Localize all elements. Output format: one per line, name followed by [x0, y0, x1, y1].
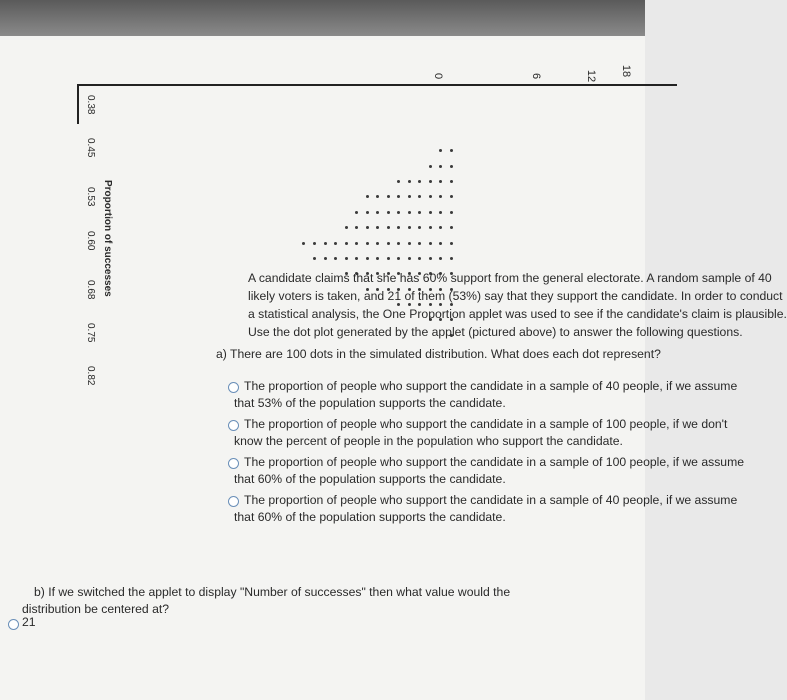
plot-dot [429, 211, 432, 214]
x-tick-label: 0.82 [85, 366, 96, 386]
plot-dot [387, 211, 390, 214]
plot-dot [429, 180, 432, 183]
plot-dot [355, 211, 358, 214]
y-tick-label: 6 [530, 72, 543, 80]
plot-dot [313, 242, 316, 245]
option-text-line: that 60% of the population supports the candidate. [234, 472, 506, 486]
y-tick-label: 18 [620, 64, 633, 78]
plot-dot [313, 257, 316, 260]
count-axis-line [77, 84, 79, 124]
part-a-question: a) There are 100 dots in the simulated distribution. What does each dot represent? [216, 347, 661, 361]
intro-text-line: likely voters is taken, and 21 of them (53%) say that they support the candidate. In order to conduct [248, 289, 783, 303]
plot-dot [345, 242, 348, 245]
plot-dot [397, 242, 400, 245]
plot-dot [408, 242, 411, 245]
plot-dot [450, 242, 453, 245]
plot-dot [450, 180, 453, 183]
plot-dot [450, 165, 453, 168]
plot-dot [334, 257, 337, 260]
plot-dot [366, 257, 369, 260]
option-radio-1[interactable] [228, 382, 239, 393]
part-b-question-line: b) If we switched the applet to display "Number of successes" then what value would the [34, 585, 511, 599]
option-radio-4[interactable] [228, 496, 239, 507]
plot-dot [429, 257, 432, 260]
plot-dot [324, 257, 327, 260]
plot-dot [387, 242, 390, 245]
option-radio-3[interactable] [228, 458, 239, 469]
option-b1-radio[interactable] [8, 619, 19, 630]
plot-dot [366, 226, 369, 229]
plot-dot [324, 242, 327, 245]
plot-dot [355, 242, 358, 245]
option-text-line: The proportion of people who support the candidate in a sample of 40 people, if we assume [244, 379, 738, 393]
plot-dot [429, 226, 432, 229]
plot-dot [334, 242, 337, 245]
x-tick-label: 0.75 [85, 322, 96, 343]
x-tick-label: 0.38 [85, 95, 96, 115]
plot-dot [387, 226, 390, 229]
plot-dot [345, 226, 348, 229]
x-axis-title: Proportion of successes [102, 180, 113, 297]
plot-dot [450, 211, 453, 214]
option-text-line: The proportion of people who support the candidate in a sample of 40 people, if we assume [244, 493, 738, 507]
x-tick-label: 0.53 [85, 187, 96, 207]
plot-dot [450, 257, 453, 260]
plot-dot [376, 242, 379, 245]
plot-dot [429, 165, 432, 168]
part-b-question-line: distribution be centered at? [22, 602, 170, 616]
plot-dot [366, 242, 369, 245]
plot-dot [345, 257, 348, 260]
intro-text-line: A candidate claims that she has 60% support from the general electorate. A random sample of 40 [248, 271, 772, 285]
plot-dot [387, 257, 390, 260]
y-tick-label: 12 [585, 69, 598, 83]
plot-dot [408, 257, 411, 260]
count-axis-top-line [77, 84, 677, 86]
intro-text-line: a statistical analysis, the One Proportion applet was used to see if the candidate's claim is plausible. [248, 307, 787, 321]
y-tick-label: 0 [432, 72, 445, 80]
intro-text-line: Use the dot plot generated by the applet (pictured above) to answer the following questions. [248, 325, 743, 339]
option-radio-2[interactable] [228, 420, 239, 431]
option-text-line: that 53% of the population supports the candidate. [234, 396, 506, 410]
x-tick-label: 0.68 [85, 279, 96, 300]
option-text-line: know the percent of people in the population who support the candidate. [234, 434, 623, 448]
option-b1-text: 21 [22, 615, 36, 629]
option-text-line: The proportion of people who support the candidate in a sample of 100 people, if we assume [244, 455, 745, 469]
plot-dot [408, 180, 411, 183]
browser-top-bar [0, 0, 645, 36]
plot-dot [408, 226, 411, 229]
x-tick-label: 0.45 [85, 138, 96, 158]
plot-dot [408, 211, 411, 214]
option-text-line: that 60% of the population supports the candidate. [234, 510, 506, 524]
plot-dot [376, 211, 379, 214]
plot-dot [429, 242, 432, 245]
plot-dot [366, 211, 369, 214]
option-text-line: The proportion of people who support the candidate in a sample of 100 people, if we don't [244, 417, 728, 431]
x-tick-label: 0.60 [85, 230, 96, 250]
